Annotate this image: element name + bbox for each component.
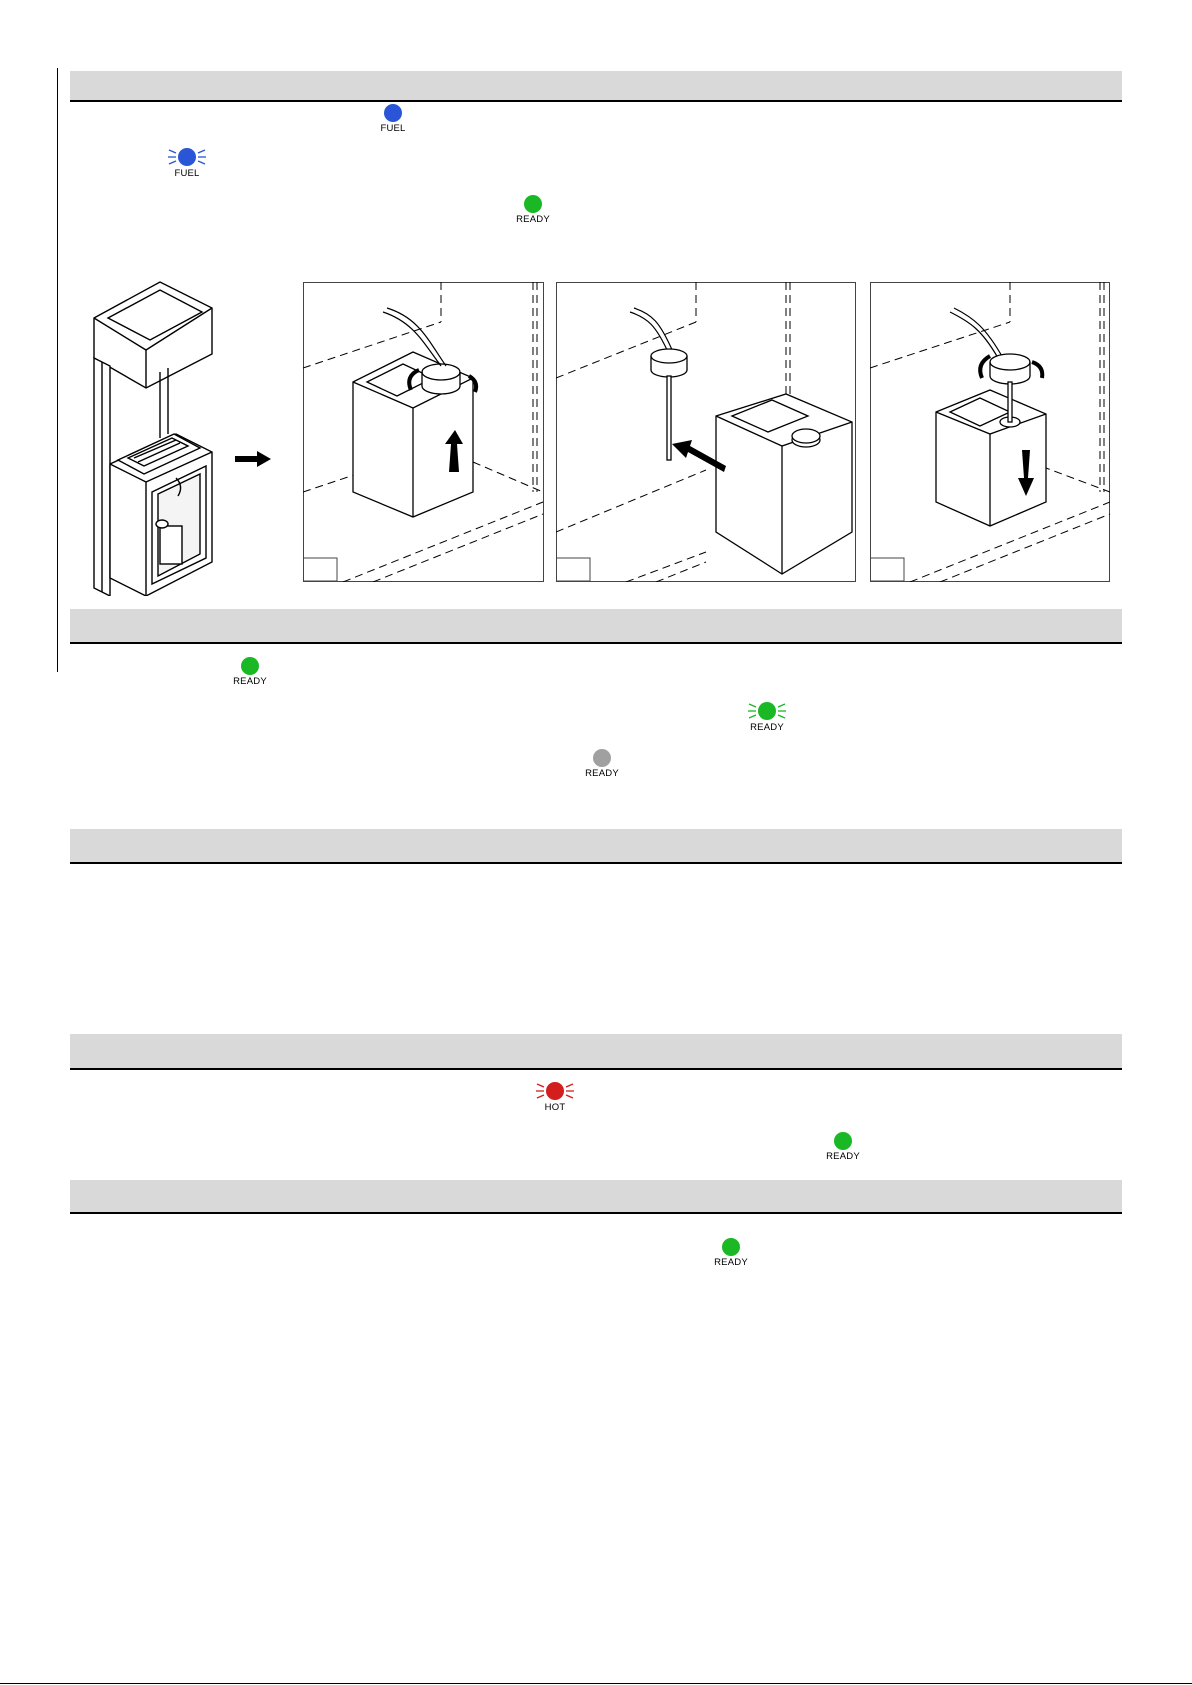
fuel-indicator-label: FUEL — [174, 168, 200, 179]
ready-lamp-icon — [758, 702, 776, 720]
fuel-indicator-label: FUEL — [380, 123, 406, 134]
fuel-indicator-blinking — [157, 146, 217, 179]
ready-indicator-on — [503, 194, 563, 225]
step-panel-insert-hose — [870, 282, 1110, 582]
hot-indicator-label: HOT — [544, 1102, 566, 1113]
ready-indicator-blinking — [737, 700, 797, 733]
ready-lamp-icon — [834, 1132, 852, 1150]
ready-lamp-icon — [241, 657, 259, 675]
ready-indicator-label: READY — [826, 1151, 860, 1162]
hot-indicator-blinking — [525, 1080, 585, 1113]
ready-indicator-label: READY — [233, 676, 267, 687]
section-header-blank — [70, 829, 1122, 864]
ready-indicator-on — [220, 656, 280, 687]
step-panel-remove-hose — [556, 282, 856, 582]
fuel-lamp-icon — [178, 148, 196, 166]
hot-lamp-icon — [546, 1082, 564, 1100]
ready-indicator-off — [572, 748, 632, 779]
margin-change-bar — [57, 68, 58, 672]
ready-lamp-icon — [524, 195, 542, 213]
appliance-overview-illustration — [88, 278, 278, 596]
ready-indicator-on — [701, 1237, 761, 1268]
ready-indicator-label: READY — [516, 214, 550, 225]
ready-indicator-label: READY — [585, 768, 619, 779]
section-header-fuel — [70, 71, 1122, 102]
ready-indicator-label: READY — [750, 722, 784, 733]
section-header-ready — [70, 609, 1122, 644]
section-header-final — [70, 1180, 1122, 1214]
ready-indicator-label: READY — [714, 1257, 748, 1268]
ready-lamp-off-icon — [593, 749, 611, 767]
right-arrow-icon — [233, 449, 273, 469]
ready-indicator-on — [813, 1131, 873, 1162]
fuel-lamp-icon — [384, 104, 402, 122]
page-bottom-rule — [0, 1683, 1192, 1684]
fuel-indicator-on — [363, 103, 423, 134]
section-header-hot — [70, 1034, 1122, 1070]
ready-lamp-icon — [722, 1238, 740, 1256]
step-panel-lift-container — [303, 282, 544, 582]
